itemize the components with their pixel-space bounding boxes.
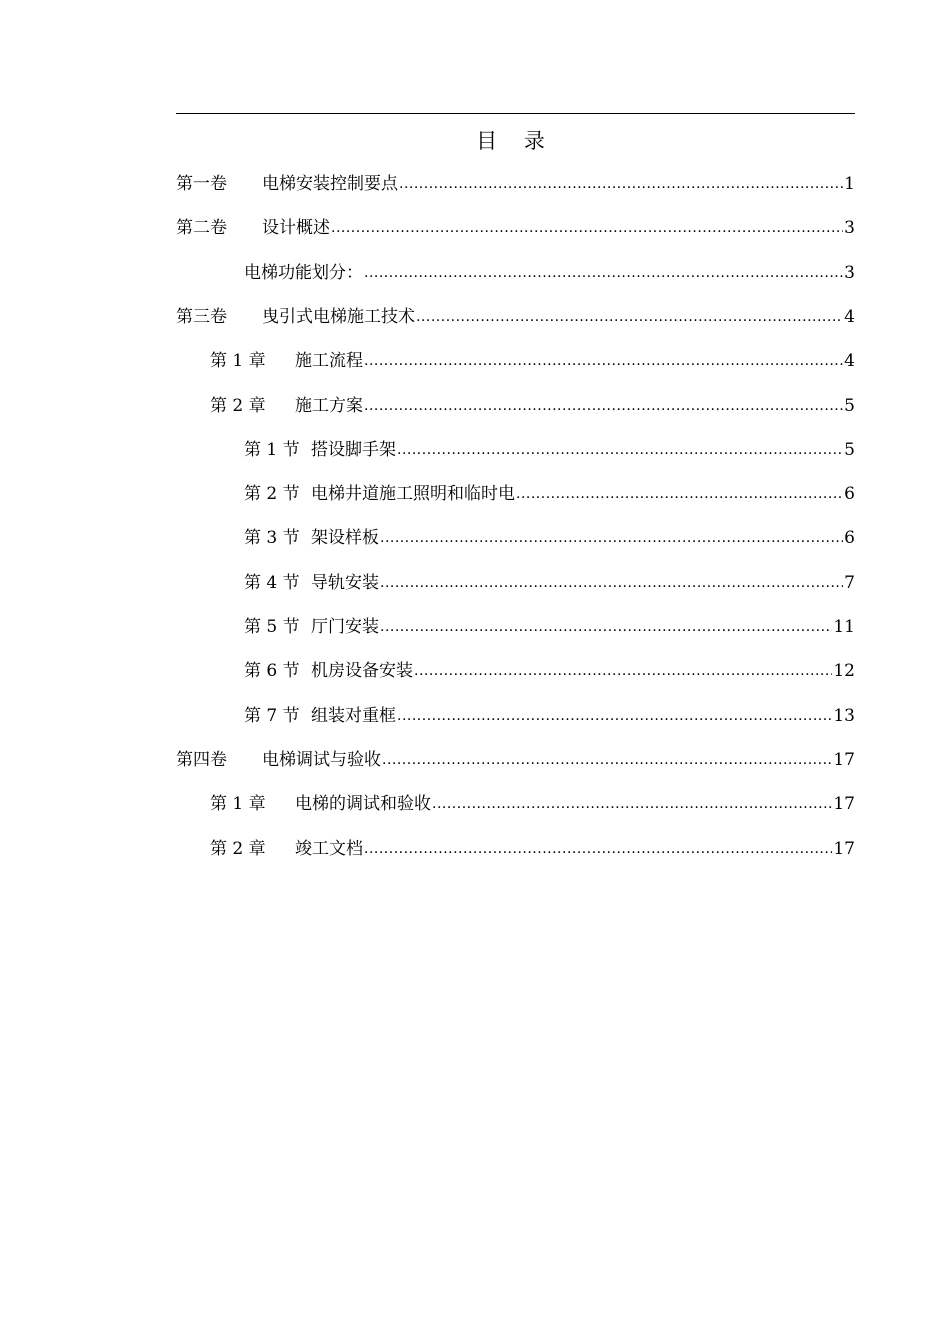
toc-entry-number: 第 1 章 <box>210 794 266 814</box>
toc-entry-page: 3 <box>844 263 855 283</box>
toc-entry-number: 第四卷 <box>176 750 227 770</box>
toc-leader-dots <box>364 351 843 371</box>
toc-entry-title: 电梯功能划分： <box>244 263 363 283</box>
toc-entry[interactable] <box>176 171 855 197</box>
toc-entry-title: 施工方案 <box>295 396 363 416</box>
toc-entry[interactable] <box>176 215 855 241</box>
toc-leader-dots <box>397 440 843 460</box>
toc-leader-dots <box>364 839 832 859</box>
toc-entry[interactable] <box>210 348 855 374</box>
toc-entry[interactable] <box>244 570 855 596</box>
toc-entry-number: 第三卷 <box>176 307 227 327</box>
toc-entry-title: 电梯调试与验收 <box>262 750 381 770</box>
toc-entry-number: 第 2 章 <box>210 396 266 416</box>
toc-heading: 目 录 <box>476 129 555 153</box>
toc-entry-title: 搭设脚手架 <box>311 440 396 460</box>
toc-leader-dots <box>516 484 843 504</box>
toc-entry-title: 竣工文档 <box>295 839 363 859</box>
toc-entry[interactable] <box>176 747 855 773</box>
toc-entry-title: 架设样板 <box>311 528 379 548</box>
toc-entry-page: 4 <box>844 351 855 371</box>
toc-entry-page: 3 <box>844 218 855 238</box>
toc-leader-dots <box>380 573 843 593</box>
toc-entry[interactable] <box>244 525 855 551</box>
toc-entry-page: 5 <box>844 396 855 416</box>
toc-leader-dots <box>331 218 843 238</box>
toc-entry-title: 导轨安装 <box>311 573 379 593</box>
toc-entry-number: 第 2 章 <box>210 839 266 859</box>
toc-entry-number: 第 1 章 <box>210 351 266 371</box>
toc-entry[interactable] <box>244 437 855 463</box>
toc-entry[interactable] <box>176 304 855 330</box>
toc-leader-dots <box>416 307 843 327</box>
header-rule <box>176 113 855 114</box>
toc-leader-dots <box>432 794 832 814</box>
toc-entry[interactable] <box>244 260 855 286</box>
toc-leader-dots <box>380 617 832 637</box>
toc-entry-page: 7 <box>844 573 855 593</box>
toc-entry-number: 第 3 节 <box>244 528 300 548</box>
toc-leader-dots <box>364 396 843 416</box>
toc-entry-title: 电梯井道施工照明和临时电 <box>311 484 515 504</box>
toc-entry-number: 第 5 节 <box>244 617 300 637</box>
toc-leader-dots <box>382 750 832 770</box>
toc-entry-number: 第 7 节 <box>244 706 300 726</box>
toc-entry-title: 组装对重框 <box>311 706 396 726</box>
toc-entry-page: 17 <box>833 794 855 814</box>
toc-entry-title: 施工流程 <box>295 351 363 371</box>
toc-entry-page: 1 <box>844 174 855 194</box>
toc-entry[interactable] <box>244 614 855 640</box>
toc-entry-page: 17 <box>833 839 855 859</box>
toc-entry-number: 第一卷 <box>176 174 227 194</box>
toc-entry[interactable] <box>210 393 855 419</box>
toc-entry-number: 第 6 节 <box>244 661 300 681</box>
toc-leader-dots <box>380 528 843 548</box>
toc-entry-page: 13 <box>833 706 855 726</box>
toc-entry-page: 6 <box>844 528 855 548</box>
toc-entry-page: 4 <box>844 307 855 327</box>
toc-leader-dots <box>414 661 832 681</box>
toc-entry-title: 厅门安装 <box>311 617 379 637</box>
toc-leader-dots <box>397 706 832 726</box>
toc-leader-dots <box>364 263 843 283</box>
toc-entry-title: 设计概述 <box>262 218 330 238</box>
toc-leader-dots <box>399 174 843 194</box>
toc-entry-page: 12 <box>833 661 855 681</box>
toc-entry-page: 6 <box>844 484 855 504</box>
toc-entry-number: 第 1 节 <box>244 440 300 460</box>
toc-entry-title: 电梯的调试和验收 <box>295 794 431 814</box>
toc-entry-title: 机房设备安装 <box>311 661 413 681</box>
toc-entry[interactable] <box>210 836 855 862</box>
toc-entry-page: 5 <box>844 440 855 460</box>
toc-entry-page: 11 <box>833 617 855 637</box>
toc-entry-page: 17 <box>833 750 855 770</box>
toc-entry-number: 第二卷 <box>176 218 227 238</box>
toc-entry[interactable] <box>210 791 855 817</box>
toc-entry-number: 第 4 节 <box>244 573 300 593</box>
toc-entry-number: 第 2 节 <box>244 484 300 504</box>
toc-entry[interactable] <box>244 481 855 507</box>
toc-entry[interactable] <box>244 658 855 684</box>
toc-entry-title: 曳引式电梯施工技术 <box>262 307 415 327</box>
toc-entry[interactable] <box>244 703 855 729</box>
toc-entry-title: 电梯安装控制要点 <box>262 174 398 194</box>
